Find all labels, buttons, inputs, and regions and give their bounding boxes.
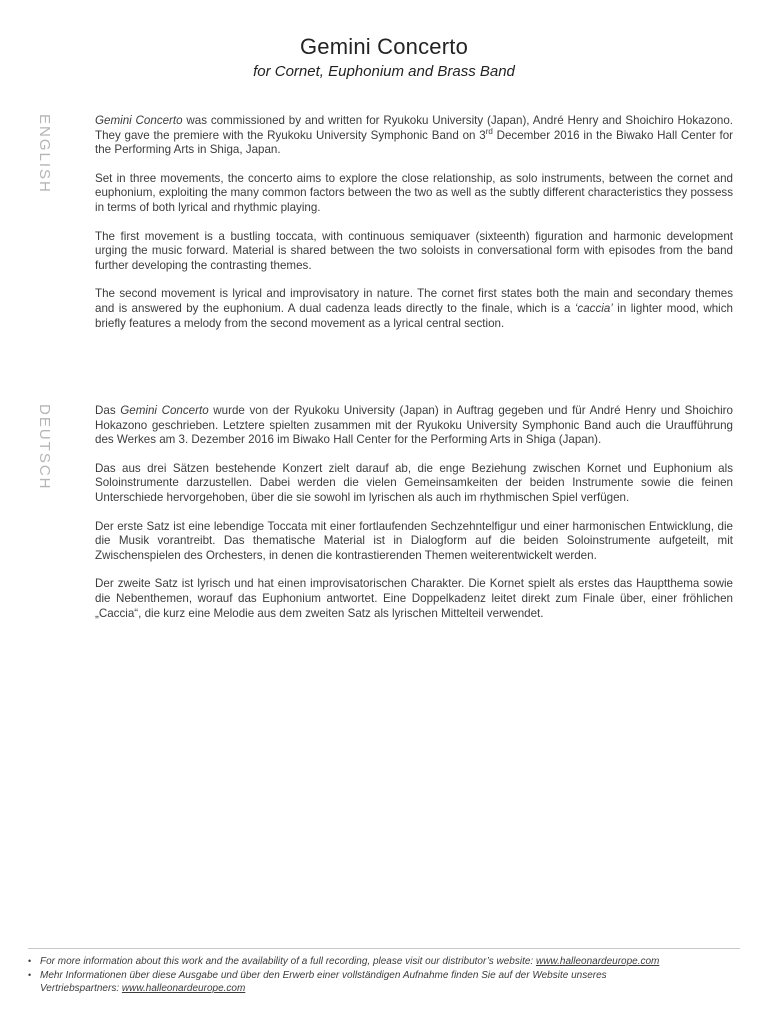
english-paragraph-2 xyxy=(95,172,733,216)
text-segment: was commissioned by and written for Ryukoku University (Japan), André Henry and Shoichiro Hokazono. They gave the premiere with the Ryukoku University Symphonic Band on 3 xyxy=(95,114,733,142)
text-segment: Das xyxy=(95,404,121,417)
text-segment: wurde von der Ryukoku University (Japan) in Auftrag gegeben und für André Henry und Shoichiro Hokazono geschrieben. Letztere spielten zusammen mit der Ryukoku University Symphonic Band auch die Uraufführung des Werkes am 3. Dezember 2016 im Biwako Hall Center for the Performing Arts in Shiga (Japan). xyxy=(95,404,733,447)
footer-item-deutsch xyxy=(28,969,740,995)
text-segment: Gemini Concerto xyxy=(95,114,183,127)
english-paragraph-4 xyxy=(95,287,733,331)
text-segment: Der erste Satz ist eine lebendige Toccata mit einer fortlaufenden Sechzehntelfigur und einer harmonischen Entwicklung, die die Musik vorantreibt. Das thematische Material ist in Dialogform auf die beiden Soloinstrumente aufgeteilt, mit Zwischenspielen des Orchesters, in denen die kontrastierenden Themen weiterentwickelt werden. xyxy=(95,519,733,562)
deutsch-paragraph-1 xyxy=(95,404,733,448)
work-subtitle: for Cornet, Euphonium and Brass Band xyxy=(253,63,515,80)
text-segment: Gemini Concerto xyxy=(120,404,209,417)
page-header xyxy=(0,34,768,80)
english-section xyxy=(95,114,733,345)
text-segment: ‘caccia’ xyxy=(574,301,613,315)
footer-item-english xyxy=(28,955,740,968)
text-segment: rd xyxy=(485,126,493,136)
bullet-icon: • xyxy=(28,956,32,966)
deutsch-paragraph-2 xyxy=(95,462,733,506)
distributor-link[interactable]: www.halleonardeurope.com xyxy=(535,956,660,967)
text-segment: Der zweite Satz ist lyrisch und hat einen improvisatorischen Charakter. Die Kornet spielt als erstes das Hauptthema sowie die Nebenthemen, worauf das Euphonium antwortet. Eine Doppelkadenz leitet direkt zum Finale über, einer fröhlichen „Caccia“, die kurz eine Melodie aus dem zweiten Satz als lyrischen Mittelteil verwendet. xyxy=(95,577,733,620)
text-segment: December 2016 in the Biwako Hall Center for the Performing Arts in Shiga, Japan. xyxy=(95,128,734,157)
english-paragraph-3 xyxy=(95,230,733,274)
text-segment: Mehr Informationen über diese Ausgabe und über den Erwerb einer vollständigen Aufnahme finden Sie auf der Website unseres Vertriebspartners: xyxy=(40,970,607,994)
deutsch-paragraph-3 xyxy=(95,520,733,564)
text-segment: The first movement is a bustling toccata, with continuous semiquaver (sixteenth) figuration and harmonic development urging the music forward. Material is shared between the two soloists in conversational form with episodes from the band further developing the contrasting themes. xyxy=(95,229,733,272)
distributor-link[interactable]: www.halleonardeurope.com xyxy=(121,983,246,994)
deutsch-section xyxy=(95,404,733,635)
english-paragraph-1 xyxy=(95,114,733,158)
bullet-icon: • xyxy=(28,970,32,980)
text-segment: in lighter mood, which briefly features a melody from the second movement as a lyrical central section. xyxy=(95,301,733,330)
text-segment: For more information about this work and the availability of a full recording, please visit our distributor’s website: xyxy=(40,956,536,967)
text-segment: Das aus drei Sätzen bestehende Konzert zielt darauf ab, die enge Beziehung zwischen Kornet und Euphonium als Soloinstrumente darzustellen. Dabei werden die vielen Gemeinsamkeiten der beiden Instrumente sowie die feinen Unterschiede hervorgehoben, über die sie sowohl im lyrischen als auch im rhythmischen Spiel verfügen. xyxy=(95,461,733,504)
work-title: Gemini Concerto xyxy=(299,34,469,59)
footer-text-deutsch xyxy=(40,969,685,995)
deutsch-paragraph-4 xyxy=(95,577,733,621)
text-segment: Set in three movements, the concerto aims to explore the close relationship, as solo instruments, between the cornet and euphonium, exploiting the many common factors between the two as well as the subtly different characteristics they possess in terms of both lyrical and rhythmic playing. xyxy=(95,171,733,214)
text-segment: The second movement is lyrical and improvisatory in nature. The cornet first states both the main and secondary themes and is answered by the euphonium. A dual cadenza leads directly to the finale, which is a xyxy=(95,287,733,315)
english-section-label: ENGLISH xyxy=(36,114,53,194)
footer-text-english xyxy=(40,955,685,968)
page-footer xyxy=(28,948,740,996)
deutsch-section-label: DEUTSCH xyxy=(36,404,53,491)
